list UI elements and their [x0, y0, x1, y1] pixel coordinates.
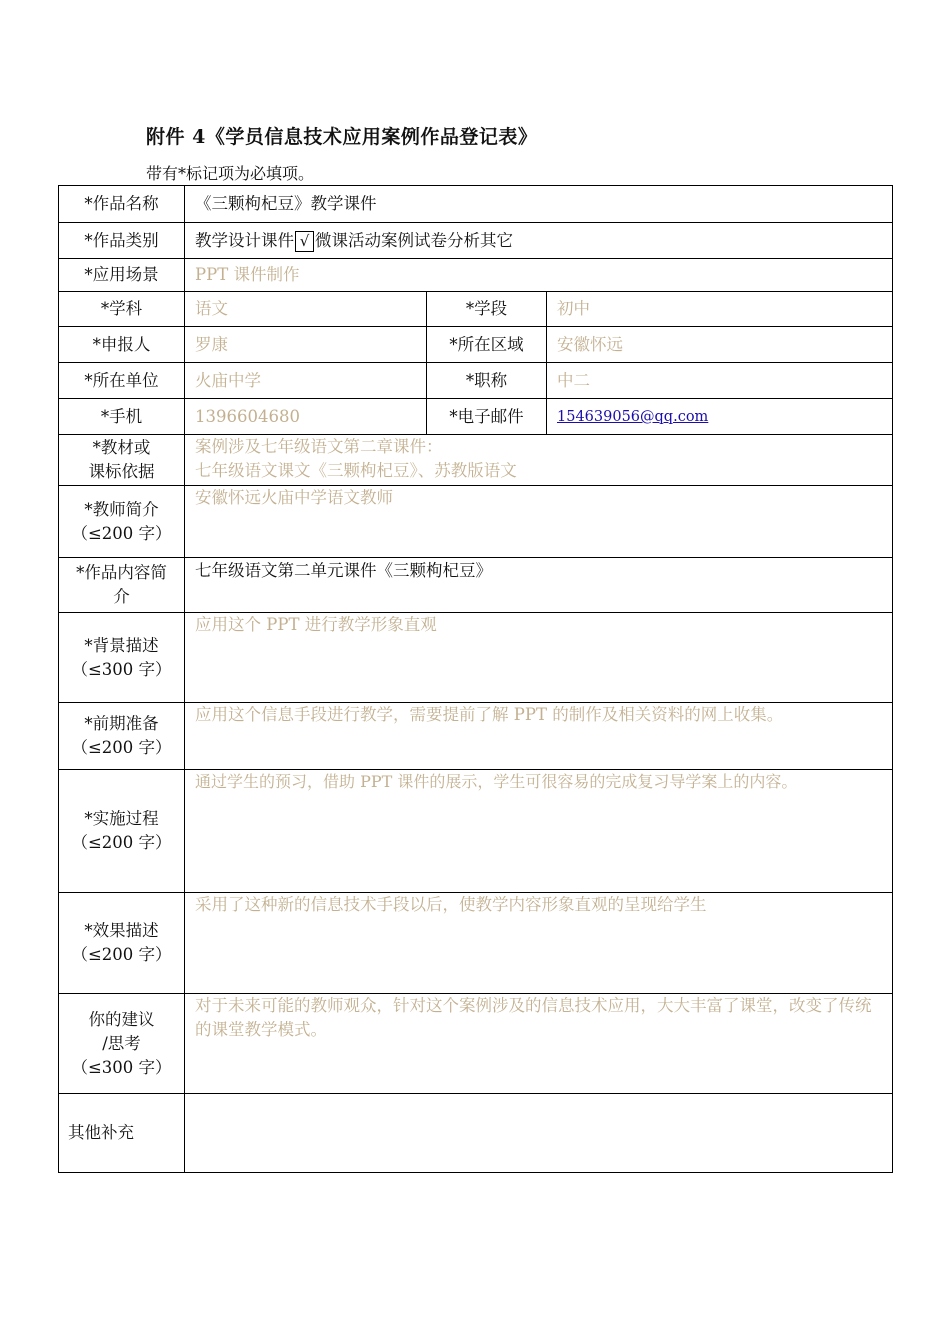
row-work-category — [59, 223, 893, 259]
region-label: *所在区域 — [427, 327, 547, 363]
suggestion-label-line3: （≤300 字） — [71, 1057, 172, 1077]
email-label: *电子邮件 — [427, 399, 547, 435]
category-text-after: 微课活动案例试卷分析其它 — [315, 230, 513, 250]
background-label-line1: *背景描述 — [84, 635, 159, 655]
teacher-intro-label — [59, 486, 185, 558]
background-field[interactable]: 应用这个 PPT 进行教学形象直观 — [185, 613, 893, 703]
work-name-field[interactable]: 《三颗枸杞豆》教学课件 — [185, 186, 893, 223]
title-field[interactable]: 中二 — [547, 363, 893, 399]
row-work-name — [59, 186, 893, 223]
row-phone-email — [59, 399, 893, 435]
stage-field[interactable]: 初中 — [547, 292, 893, 327]
preparation-label-line2: （≤200 字） — [71, 738, 172, 757]
preparation-label-line1: *前期准备 — [84, 714, 159, 733]
work-category-label: *作品类别 — [59, 223, 185, 259]
teacher-intro-label-line2: （≤200 字） — [71, 523, 172, 543]
background-label-line2: （≤300 字） — [71, 659, 172, 679]
preparation-label — [59, 703, 185, 770]
page-title: 附件 4《学员信息技术应用案例作品登记表》 — [146, 126, 538, 148]
region-field[interactable]: 安徽怀远 — [547, 327, 893, 363]
effect-field[interactable]: 采用了这种新的信息技术手段以后，使教学内容形象直观的呈现给学生 — [185, 893, 893, 994]
other-label: 其他补充 — [59, 1094, 185, 1173]
row-unit-title — [59, 363, 893, 399]
content-intro-label-line2: 介 — [113, 587, 130, 606]
basis-label-line1: *教材或 — [92, 438, 151, 457]
stage-label: *学段 — [427, 292, 547, 327]
applicant-field[interactable]: 罗康 — [185, 327, 427, 363]
background-label — [59, 613, 185, 703]
basis-line1: 案例涉及七年级语文第二章课件： — [195, 437, 443, 456]
basis-label-line2: 课标依据 — [88, 462, 155, 481]
row-other — [59, 1094, 893, 1173]
row-process — [59, 770, 893, 893]
basis-line2: 七年级语文课文《三颗枸杞豆》、苏教版语文 — [195, 461, 517, 480]
email-link[interactable]: 154639056@qq.com — [557, 409, 709, 425]
subject-field[interactable]: 语文 — [185, 292, 427, 327]
row-content-intro — [59, 558, 893, 613]
process-field[interactable]: 通过学生的预习，借助 PPT 课件的展示，学生可很容易的完成复习导学案上的内容。 — [185, 770, 893, 893]
effect-label-line1: *效果描述 — [84, 921, 159, 940]
basis-label — [59, 435, 185, 486]
other-field[interactable] — [185, 1094, 893, 1173]
row-basis — [59, 435, 893, 486]
effect-label — [59, 893, 185, 994]
applicant-label: *申报人 — [59, 327, 185, 363]
row-teacher-intro — [59, 486, 893, 558]
preparation-field[interactable]: 应用这个信息手段进行教学，需要提前了解 PPT 的制作及相关资料的网上收集。 — [185, 703, 893, 770]
title-label: *职称 — [427, 363, 547, 399]
teacher-intro-label-line1: *教师简介 — [84, 499, 159, 519]
registration-form — [58, 185, 893, 1173]
row-preparation — [59, 703, 893, 770]
process-label-line1: *实施过程 — [84, 809, 159, 828]
content-intro-field[interactable]: 七年级语文第二单元课件《三颗枸杞豆》 — [185, 558, 893, 613]
row-effect — [59, 893, 893, 994]
category-text-before: 教学设计课件 — [195, 230, 294, 250]
phone-field[interactable]: 1396604680 — [185, 399, 427, 435]
subject-label: *学科 — [59, 292, 185, 327]
suggestion-field[interactable]: 对于未来可能的教师观众，针对这个案例涉及的信息技术应用，大大丰富了课堂，改变了传统的课堂教学模式。 — [185, 994, 893, 1094]
row-suggestion — [59, 994, 893, 1094]
work-name-label: *作品名称 — [59, 186, 185, 223]
teacher-intro-field[interactable]: 安徽怀远火庙中学语文教师 — [185, 486, 893, 558]
category-checkbox[interactable]: √ — [295, 231, 314, 252]
required-note: 带有*标记项为必填项。 — [146, 164, 315, 183]
suggestion-label-line2: /思考 — [102, 1033, 141, 1053]
process-label — [59, 770, 185, 893]
content-intro-label-line1: *作品内容简 — [76, 563, 167, 582]
scene-label: *应用场景 — [59, 259, 185, 292]
suggestion-label-line1: 你的建议 — [88, 1009, 155, 1029]
email-field[interactable] — [547, 399, 893, 435]
unit-field[interactable]: 火庙中学 — [185, 363, 427, 399]
work-category-field[interactable] — [185, 223, 893, 259]
scene-field[interactable]: PPT 课件制作 — [185, 259, 893, 292]
row-applicant-region — [59, 327, 893, 363]
row-scene — [59, 259, 893, 292]
suggestion-label — [59, 994, 185, 1094]
effect-label-line2: （≤200 字） — [71, 945, 172, 964]
unit-label: *所在单位 — [59, 363, 185, 399]
row-background — [59, 613, 893, 703]
process-label-line2: （≤200 字） — [71, 833, 172, 852]
content-intro-label — [59, 558, 185, 613]
phone-label: *手机 — [59, 399, 185, 435]
basis-field[interactable] — [185, 435, 893, 486]
row-subject-stage — [59, 292, 893, 327]
